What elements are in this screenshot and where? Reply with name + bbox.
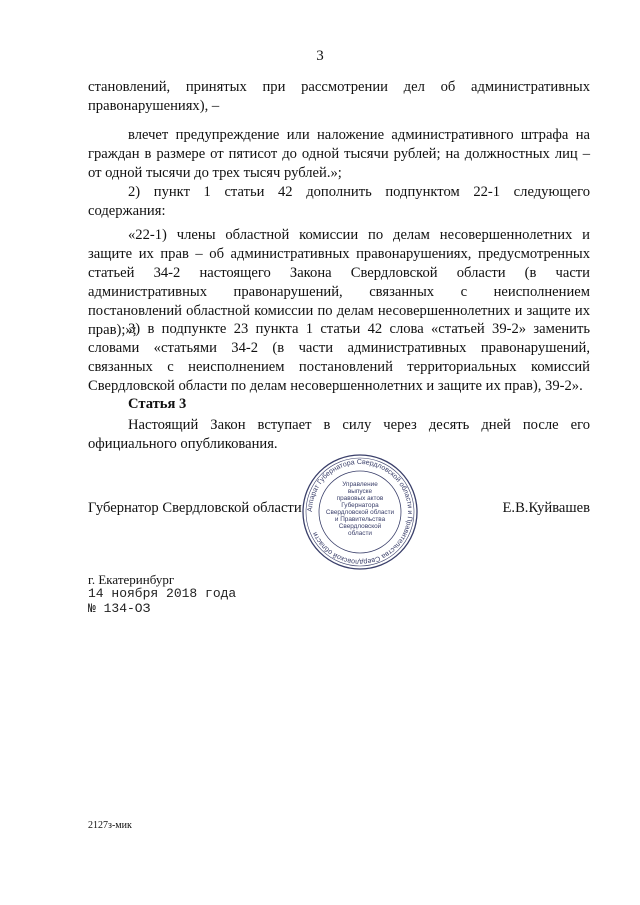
seal-outer-text: Аппарат Губернатора Свердловской области и Правительства Свердловской области <box>306 458 414 566</box>
signer-name: Е.В.Куйвашев <box>502 500 590 516</box>
seal-line: и Правительства <box>334 516 386 523</box>
place-of-signing: г. Екатеринбург <box>88 572 175 587</box>
seal-line: области <box>348 530 372 537</box>
paragraph-text: влечет предупреждение или наложение административного штрафа на граждан в размере от пятисот до одной тысячи рублей; на должностных лиц – от одной тысячи до трех тысяч рублей.»; <box>88 127 590 181</box>
paragraph-continuation <box>88 78 590 116</box>
seal-line: выпуске <box>347 488 373 495</box>
law-number: № 134-ОЗ <box>88 601 151 616</box>
law-date: 14 ноября 2018 года <box>88 586 237 601</box>
document-code: 2127з-мик <box>88 820 132 831</box>
seal-line: Управление <box>342 481 378 488</box>
paragraph-text: 3) в подпункте 23 пункта 1 статьи 42 слова «статьей 39-2» заменить словами «статьями 34-2 (в части административных правонарушений, связанных с неисполнением постановлений территориальных комиссий Свердловской области по делам несовершеннолетних и защите их прав), 39-2». <box>88 321 590 394</box>
paragraph-text: 2) пункт 1 статьи 42 дополнить подпунктом 22-1 следующего содержания: <box>88 184 590 219</box>
paragraph-text: Настоящий Закон вступает в силу через десять дней после его официального опубликования. <box>88 417 590 452</box>
official-seal <box>300 452 420 572</box>
paragraph-text: становлений, принятых при рассмотрении дел об административных правонарушениях), – <box>88 79 590 114</box>
paragraph-item-2 <box>88 183 590 221</box>
paragraph-penalty <box>88 126 590 183</box>
page-number: 3 <box>316 48 324 64</box>
seal-line: Свердловской <box>338 523 382 530</box>
article-3-text <box>88 416 590 454</box>
signer-title: Губернатор Свердловской области <box>88 500 302 516</box>
seal-line: правовых актов <box>336 495 384 502</box>
paragraph-text: «22-1) члены областной комиссии по делам несовершеннолетних и защите их прав – об административных правонарушениях, предусмотренных статьей 34-2 настоящего Закона Свердловской области (в части административных правонарушений, связанных с неисполнением постановлений областной комиссии по делам несовершеннолетних и защите их прав);»; <box>88 227 590 338</box>
seal-line: Губернатора <box>341 502 379 509</box>
seal-line: Свердловской области <box>325 509 395 516</box>
article-heading: Статья 3 <box>128 396 187 412</box>
paragraph-item-3 <box>88 320 590 396</box>
